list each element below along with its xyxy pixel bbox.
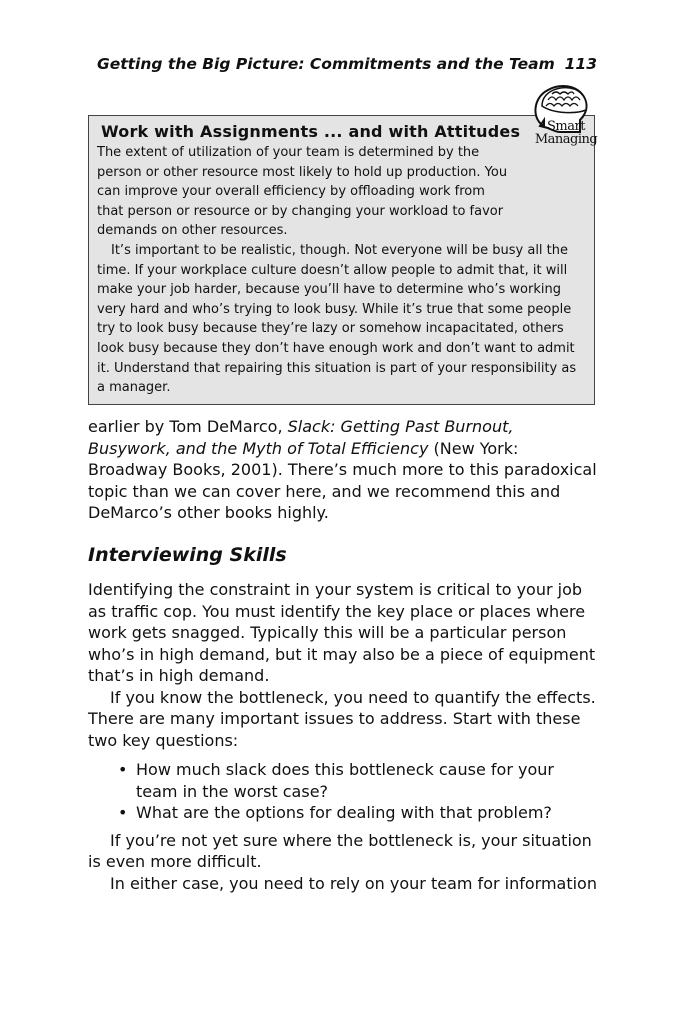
icon-label-line: Managing — [534, 132, 598, 147]
paragraph: If you’re not yet sure where the bottleneck is, your situation is even more difficult. — [88, 830, 592, 871]
sidebar-paragraph: It’s important to be realistic, though. Not everyone will be busy all the time. If your workplace culture doesn’t allow people to admit that, it will make your job harder, because you’ll have to determine who’s working very hard and who’s trying to look busy. While it’s true that some people try to look busy because they’re lazy or somehow incapacitated, others look busy because they don’t have enough work and don’t want to admit it. Understand that repairing this situation is part of your responsibility as a manager. — [97, 242, 577, 396]
section-body — [88, 579, 598, 894]
icon-label-line: Smart — [547, 119, 585, 134]
continuation-paragraph — [88, 416, 598, 524]
paragraph: If you know the bottleneck, you need to quantify the effects. There are many important issues to address. Start with these two key questions: — [88, 687, 596, 750]
text: earlier by Tom DeMarco, — [88, 417, 288, 436]
page-number: 113 — [564, 55, 597, 73]
icon-label — [528, 120, 604, 146]
running-header — [97, 55, 597, 73]
header-title: Getting the Big Picture: Commitments and the Team — [97, 55, 555, 73]
bullet-list — [88, 759, 598, 824]
paragraph: Identifying the constraint in your system is critical to your job as traffic cop. You must identify the key place or places where work gets snagged. Typically this will be a particular person who’s in high demand, but it may also be a piece of equipment that’s in high demand. — [88, 580, 596, 685]
sidebar-paragraph: The extent of utilization of your team is determined by the person or other resource most likely to hold up production. You can improve your overall efficiency by offloading work from that person or resource or by changing your workload to favor demands on other resources. — [97, 145, 508, 239]
sidebar-box — [88, 115, 595, 405]
bullet-item: • What are the options for dealing with that problem? — [136, 802, 598, 824]
smart-managing-icon — [522, 80, 602, 180]
paragraph: In either case, you need to rely on your team for information — [110, 873, 597, 893]
bullet-item: • How much slack does this bottleneck cause for your team in the worst case? — [136, 759, 598, 802]
sidebar-title: Work with Assignments ... and with Attitudes — [101, 122, 521, 141]
section-heading: Interviewing Skills — [88, 544, 287, 566]
book-title: Slack: Getting Past Burnout, Busywork, and the Myth of Total Efficiency — [88, 417, 514, 458]
text: (New York: Broadway Books, 2001). There’s much more to this paradoxical topic than we can cover here, and we recommend this and DeMarco’s other books highly. — [88, 438, 597, 522]
